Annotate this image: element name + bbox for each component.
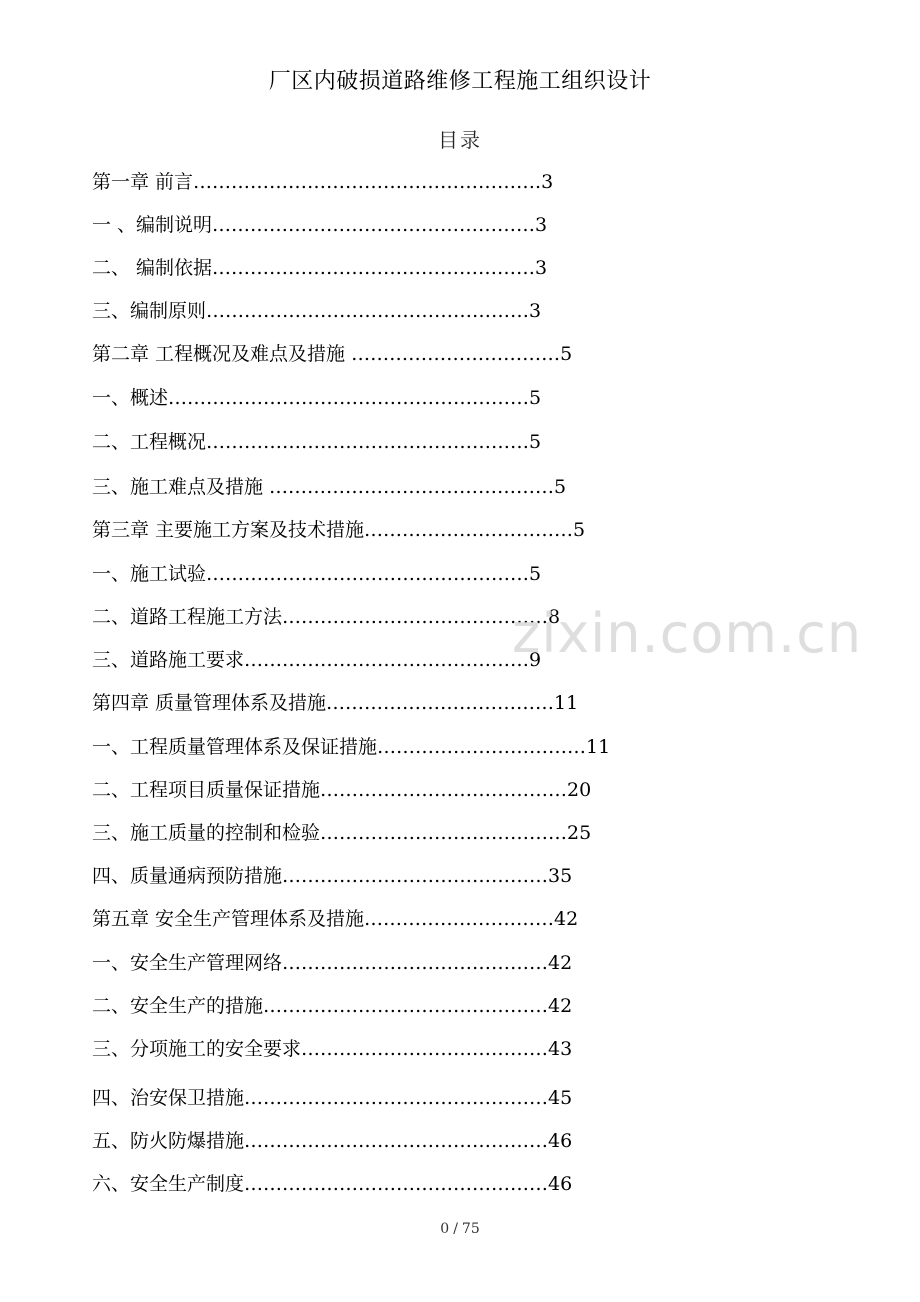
toc-entry[interactable]: 一、概述…………………………………………………5: [92, 387, 542, 409]
page-number: [0, 1221, 920, 1237]
toc-entry[interactable]: 六、安全生产制度…………………………………………46: [92, 1173, 573, 1195]
toc-entry-chapter-4[interactable]: 第四章 质量管理体系及措施………………………………11: [92, 692, 579, 714]
site-watermark: zixin.com.cn: [512, 602, 863, 665]
toc-entry[interactable]: 五、防火防爆措施…………………………………………46: [92, 1130, 573, 1152]
toc-entry[interactable]: 三、分项施工的安全要求…………………………………43: [92, 1038, 573, 1060]
toc-entry[interactable]: 四、治安保卫措施…………………………………………45: [92, 1087, 573, 1109]
toc-heading: 目录: [438, 128, 482, 152]
toc-entry-chapter-5[interactable]: 第五章 安全生产管理体系及措施…………………………42: [92, 908, 579, 930]
current-page: 0: [440, 1221, 450, 1237]
toc-entry[interactable]: 三、施工难点及措施 ………………………………………5: [92, 476, 567, 498]
toc-entry[interactable]: 三、施工质量的控制和检验…………………………………25: [92, 822, 592, 844]
toc-entry[interactable]: 一、安全生产管理网络……………………………………42: [92, 952, 573, 974]
document-title: 厂区内破损道路维修工程施工组织设计: [268, 69, 652, 94]
toc-entry[interactable]: 一、施工试验……………………………………………5: [92, 563, 542, 585]
toc-entry[interactable]: 二、安全生产的措施………………………………………42: [92, 995, 573, 1017]
toc-entry[interactable]: 一、工程质量管理体系及保证措施……………………………11: [92, 736, 611, 758]
toc-entry[interactable]: 二、工程项目质量保证措施…………………………………20: [92, 779, 592, 801]
toc-entry-chapter-3[interactable]: 第三章 主要施工方案及技术措施……………………………5: [92, 519, 586, 541]
page-separator: /: [453, 1221, 458, 1237]
toc-entry[interactable]: 四、质量通病预防措施……………………………………35: [92, 865, 573, 887]
toc-entry-chapter-2[interactable]: 第二章 工程概况及难点及措施 ……………………………5: [92, 343, 573, 365]
toc-entry[interactable]: 二、工程概况……………………………………………5: [92, 431, 542, 453]
total-pages: 75: [461, 1221, 480, 1237]
toc-entry[interactable]: 三、编制原则……………………………………………3: [92, 300, 542, 322]
toc-entry-chapter-1[interactable]: 第一章 前言……………………………………………….3: [92, 171, 554, 193]
toc-entry[interactable]: 一 、编制说明……………………………………………3: [92, 214, 548, 236]
toc-entry[interactable]: 二、 编制依据……………………………………………3: [92, 257, 548, 279]
toc-entry[interactable]: 二、道路工程施工方法……………………………………8: [92, 606, 561, 628]
toc-entry[interactable]: 三、道路施工要求………………………………………9: [92, 649, 542, 671]
